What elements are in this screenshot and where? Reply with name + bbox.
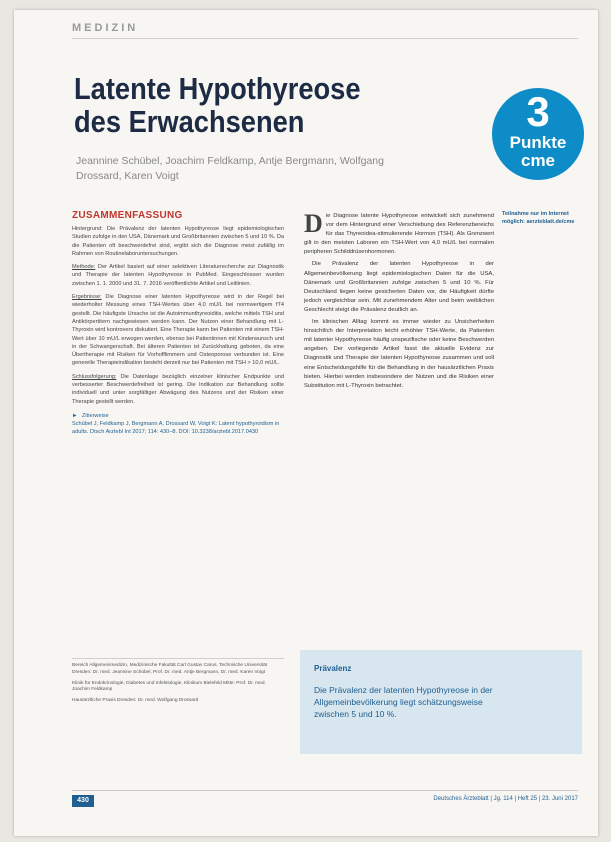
drop-cap: D bbox=[304, 209, 323, 238]
summary-text: Die Datenlage bezüglich einzelner klinischer Endpunkte und verbesserter Beschwerdefreiheit ist gering. Die Indikation zur Behandlung sollte individuell und unter sorgfältiger Abwägung des Nutzens und der Risiken einer Therapie gestellt werden. bbox=[72, 373, 284, 405]
journal-reference: Deutsches Ärzteblatt | Jg. 114 | Heft 25 | 23. Juni 2017 bbox=[433, 796, 578, 802]
citation-heading: Zitierweise bbox=[82, 412, 109, 419]
article-title bbox=[74, 72, 426, 138]
citation-block bbox=[72, 412, 284, 437]
page-number: 430 bbox=[72, 795, 94, 807]
infobox-text: Die Prävalenz der latenten Hypothyreose in der Allgemeinbevölkerung liegt schätzungsweise zwischen 5 und 10 %. bbox=[314, 685, 493, 719]
journal-page bbox=[14, 10, 598, 836]
summary-paragraph bbox=[72, 263, 284, 288]
author-list: Jeannine Schübel, Joachim Feldkamp, Antje Bergmann, Wolfgang Drossard, Karen Voigt bbox=[76, 155, 384, 182]
footnote-item: Klinik für Endokrinologie, Diabetes und Infektiologie, Klinikum Bielefeld Mitte: Prof. Dr. med. Joachim Feldkamp bbox=[72, 680, 266, 693]
summary-label: Schlussfolgerung: bbox=[72, 373, 117, 380]
title-line-2: des Erwachsenen bbox=[74, 104, 305, 139]
section-divider bbox=[72, 38, 578, 39]
cme-label: cme bbox=[520, 151, 556, 170]
body-text: ie Diagnose latente Hypothyreose entwickelt sich zunehmend vor dem Hintergrund einer Verschiebung des Referenzbereichs für das Thyreoidea-stimulierende Hormon (TSH). Als Grenzwert gilt in den meisten Laboren ein TSH-Wert von 4,0 mU/L bei normalen peripheren Schilddrüsenhormonen. bbox=[304, 213, 494, 256]
footnote-item: Bereich Allgemeinmedizin, Medizinische Fakultät Carl Gustav Carus, Technische Universität Dresden: Dr. med. Jeannine Schübel, Prof. Dr. med. Antje Bergmann, Dr. med. Karen Voigt bbox=[72, 663, 268, 675]
summary-paragraph bbox=[72, 225, 284, 258]
citation-text: Schübel J, Feldkamp J, Bergmann A, Drossard W, Voigt K: Latent hypothyroidism in adults. Dtsch Arztebl Int 2017; 114: 430–8. DOI: 10.3238/arztebl.2017.0430 bbox=[72, 421, 280, 436]
summary-heading: ZUSAMMENFASSUNG bbox=[72, 210, 183, 221]
page-footer bbox=[72, 790, 578, 804]
summary-text: Die Diagnose einer latenten Hypothyreose wird in der Regel bei wiederholter Messung eines TSH-Wertes über 4,0 mU/L bei normwertigem fT4 gestellt. Die häufigste Ursache ist die Autoimmunthyreoiditis, welche mittels TSH und Antikörpertitern nachgewiesen werden kann. Der Nutzen einer Behandlung mit L-Thyroxin wird kontrovers diskutiert. Eine Therapie kann bei Patienten mit einem TSH-Wert über 10 mU/L erwogen werden, ebenso bei Patientinnen mit Kinderwunsch und in der Schwangerschaft. Bei älteren Patienten ist Zurückhaltung geboten, da eine Übertherapie mit Risiken für Vorhofflimmern und Osteoporose verbunden ist. Eine generelle Therapieindikation besteht derzeit nur bei Patienten mit TSH > 10,0 mU/L. bbox=[72, 294, 284, 367]
affiliation-footnotes bbox=[72, 658, 284, 709]
prevalence-infobox bbox=[300, 650, 582, 754]
summary-label: Methode: bbox=[72, 264, 96, 271]
body-column bbox=[304, 209, 494, 394]
summary-paragraph bbox=[72, 293, 284, 368]
footer-divider bbox=[72, 790, 578, 791]
section-tag: MEDIZIN bbox=[72, 22, 139, 34]
cme-points-badge bbox=[492, 88, 584, 180]
footnote-item: Hausärztliche Praxis Dresden: Dr. med. Wolfgang Drossard bbox=[72, 698, 199, 704]
infobox-heading: Prävalenz bbox=[314, 664, 352, 673]
summary-label: Ergebnisse: bbox=[72, 294, 102, 301]
cme-points-label: Punkte bbox=[509, 133, 567, 152]
arrow-right-icon: ► bbox=[72, 412, 78, 419]
cme-side-note: Teilnahme nur im Internet möglich: aerzteblatt.de/cme bbox=[502, 211, 575, 225]
body-paragraph: Im klinischen Alltag kommt es immer wieder zu Unsicherheiten hinsichtlich der Interpretation leicht erhöhter TSH-Werte, da Patienten mit latenter Hypothyreose häufig unspezifische oder keine Beschwerden angeben. Der vorliegende Artikel fasst die aktuelle Evidenz zur Diagnostik und Therapie der latenten Hypothyreose zusammen und soll eine Entscheidungshilfe für die Behandlung in der hausärztlichen Praxis bieten. Hierbei werden insbesondere der Nutzen und die Risiken einer Substitution mit L-Thyroxin betrachtet. bbox=[304, 319, 494, 389]
summary-text: Der Artikel basiert auf einer selektiven Literaturrecherche zur Diagnostik und Therapie der latenten Hypothyreose in PubMed. Eingeschlossen wurden zwischen 1. 1. 2000 und 31. 7. 2016 veröffentlichte Artikel und Leitlinien. bbox=[72, 264, 284, 287]
body-paragraph bbox=[304, 209, 494, 257]
cme-points-number: 3 bbox=[526, 88, 550, 135]
body-paragraph: Die Prävalenz der latenten Hypothyreose in der Allgemeinbevölkerung liegt epidemiologischen Daten für die USA, Dänemark und Großbritannien zufolge zwischen 5 und 10 %. Für Deutschland liegen keine gesicherten Daten vor, die Häufigkeit dürfte jedoch vergleichbar sein. Mit zunehmendem Alter und beim weiblichen Geschlecht steigt die Prävalenz deutlich an. bbox=[304, 261, 494, 313]
summary-column bbox=[72, 210, 284, 437]
title-line-1: Latente Hypothyreose bbox=[74, 71, 361, 106]
summary-paragraph bbox=[72, 373, 284, 406]
summary-text: Hintergrund: Die Prävalenz der latenten Hypothyreose liegt epidemiologischen Studien zufolge in den USA, Dänemark und Großbritannien zwischen 5 und 10 %. Da die Patienten oft beschwerdefrei sind, ergibt sich die Diagnose meist zufällig im Rahmen von Routinelaboruntersuchungen. bbox=[72, 226, 284, 257]
